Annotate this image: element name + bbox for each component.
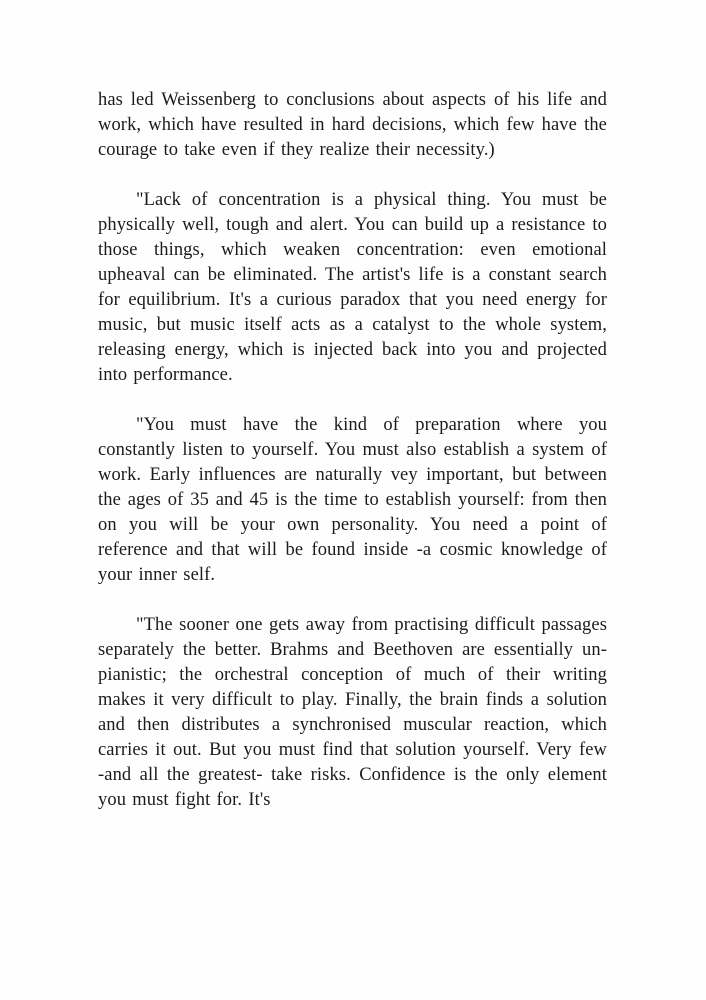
paragraph-continuation: has led Weissenberg to conclusions about aspects of his life and work, which have resulted in hard decisions, which few have the courage to take even if they realize their necessity.) [98, 90, 607, 160]
paragraph-quote-concentration: "Lack of concentration is a physical thing. You must be physically well, tough and alert. You can build up a resistance to those things, which weaken concentration: even emotional upheaval can be eliminated. The artist's life is a constant search for equilibrium. It's a curious paradox that you need energy for music, but music itself acts as a catalyst to the whole system, releasing energy, which is injected back into you and projected into performance. [98, 190, 607, 385]
paragraph-quote-preparation: "You must have the kind of preparation where you constantly listen to yourself. You must also establish a system of work. Early influences are naturally vey important, but between the ages of 35 and 45 is the time to establish yourself: from then on you will be your own personality. You need a point of reference and that will be found inside -a cosmic knowledge of your inner self. [98, 415, 607, 585]
paragraph-quote-practising: "The sooner one gets away from practising difficult passages separately the better. Brahms and Beethoven are essentially un-pianistic; the orchestral conception of much of their writing makes it very difficult to play. Finally, the brain finds a solution and then distributes a synchronised muscular reaction, which carries it out. But you must find that solution yourself. Very few -and all the greatest- take risks. Confidence is the only element you must fight for. It's [98, 615, 607, 810]
